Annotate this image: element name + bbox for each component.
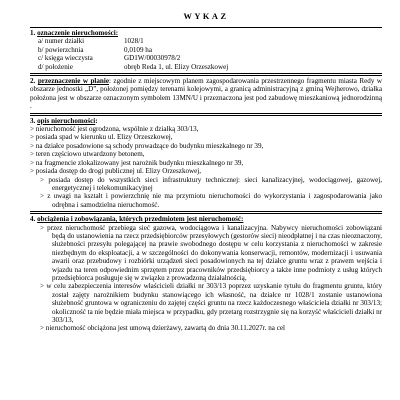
section-4-header <box>30 215 382 223</box>
section-2-number: 2. <box>30 77 36 86</box>
list-item: > w celu zabezpieczenia interesów właścicieli działki nr 303/13 poprzez uzyskanie tytułu do fragmentu gruntu, który został zajęty narożnikiem budynku stanowiącego ich własność, na działce nr 1028/1 zostanie ustanowiona służebność gruntowa w ograniczeniu do zajętej części gruntu na rzecz każdoczesnego właściciela działki nr 303/13; okoliczność ta nie będzie miała miejsca w przypadku, gdy przetarg rozstrzygnie się na korzyść właścicieli działki nr 303/13, <box>40 282 382 324</box>
section-3-header: 3. opis nieruchomości: <box>30 116 98 125</box>
section-1-number: 1. <box>30 29 36 37</box>
section-property-description <box>30 113 382 209</box>
row-value: 0,0109 ha <box>124 45 152 54</box>
list-item: > posiada spad w kierunku ul. Elizy Orzeszkowej, <box>30 133 173 142</box>
section-2-heading: przeznaczenie w planie <box>37 77 109 86</box>
row-value: GD1W/00030978/2 <box>124 54 181 63</box>
row-label: c/ księga wieczysta <box>38 54 93 63</box>
list-item: > nieruchomość obciążona jest umową dzierżawy, zawartą do dnia 30.11.2027r. na cel <box>40 324 285 333</box>
row-label: d/ położenie <box>38 62 73 71</box>
section-property-designation <box>30 27 382 71</box>
list-item: > posiada dostęp do drogi publicznej ul. Elizy Orzeszkowej, <box>30 167 202 176</box>
list-item: > nieruchomość jest ogrodzona, wspólnie z działką 303/13, <box>30 125 199 134</box>
list-item: > na fragmencie zlokalizowany jest narożnik budynku mieszkalnego nr 39, <box>30 158 244 167</box>
section-2-text: : zgodnie z miejscowym planem zagospodarowania przestrzennego fragmentu miasta Redy w obszarze jednostki „D”, położonej pomiędzy terenami kolejowymi, a granicą administracyjną z gminą Wejherowo, działka położona jest w obszarze oznaczonym symbolem 13MN/U i przeznaczona jest pod zabudowę mieszkaniową jednorodzinną . <box>30 77 382 111</box>
row-land-register <box>30 54 382 62</box>
document-title: WYKAZ <box>183 12 229 21</box>
list-item: > teren częściowo utwardzony betonem, <box>30 150 145 159</box>
section-encumbrances <box>30 211 382 333</box>
section-3-heading: opis nieruchomości <box>37 116 96 125</box>
section-planning-purpose <box>30 73 382 111</box>
row-value: 1028/1 <box>124 37 144 46</box>
list-item: > przez nieruchomość przebiega sieć gazowa, wodociągowa i kanalizacyjna. Nabywcy nieruchomości zobowiązani będą do ustanowienia na rzecz przedsiębiorców przesyłowych (gestorów sieci) nieodpłatnej i na czas nieoznaczony, służebności przesyłu polegającej na prawie swobodnego dostępu w celu korzystania z nieruchomości w zakresie niezbędnym do eksploatacji, a w szczególności do dokonywania konserwacji, remontów, modernizacji i usuwania awarii oraz przebudowy i rozbiórki urządzeń sieci posadowionych na tej działce gruntu wraz z prawem wejścia i wjazdu na teren odpowiednim sprzętem przez pracowników przedsiębiorcy a także inne podmioty z usług których przedsiębiorca posługuje się w związku z prowadzoną działalnością, <box>40 223 382 282</box>
row-label: b/ powierzchnia <box>38 45 84 54</box>
section-1-heading: oznaczenie nieruchomości: <box>37 29 119 37</box>
list-item: > z uwagi na kształt i powierzchnię nie ma przymiotu nieruchomości do wykorzystania i zagospodarowania jako odrębna i samodzielna nieruchomość. <box>40 192 382 209</box>
section-4-number: 4. <box>30 215 36 224</box>
list-item: > posiada dostęp do wszystkich sieci infrastruktury technicznej: sieci kanalizacyjnej, wodociągowej, gazowej, energetycznej i telekomunikacyjnej <box>40 175 382 192</box>
row-area <box>30 46 382 54</box>
section-3-number: 3. <box>30 116 36 125</box>
row-value: obręb Reda 1, ul. Elizy Orzeszkowej <box>124 62 229 71</box>
section-2-paragraph <box>30 77 382 111</box>
section-1-header <box>30 29 382 37</box>
section-4-heading: obciążenia i zobowiązania, których przedmiotem jest nieruchomość: <box>37 215 244 224</box>
row-parcel-number <box>30 37 382 45</box>
row-location <box>30 63 382 71</box>
row-label: a/ numer działki <box>38 37 85 46</box>
list-item: > na działce posadowione są schody prowadzące do budynku mieszkalnego nr 39, <box>30 141 264 150</box>
